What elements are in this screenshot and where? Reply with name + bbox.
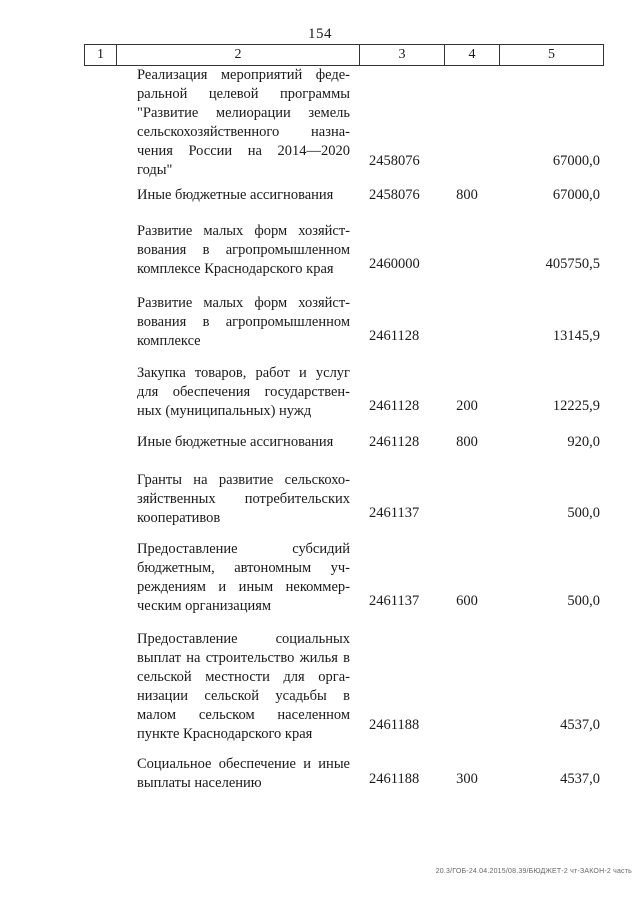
row-amount: 12225,9 <box>552 398 600 414</box>
row-kind: 800 <box>456 187 478 203</box>
column-header-row <box>84 44 604 66</box>
column-header-4: 4 <box>444 45 499 65</box>
row-name: Предоставление субсидий бюджетным, автономным уч-реждениям и иным некоммер-ческим организациям <box>137 541 350 614</box>
row-amount: 67000,0 <box>552 153 600 169</box>
row-code: 2461137 <box>369 593 420 609</box>
row-code: 2458076 <box>369 187 420 203</box>
row-amount: 67000,0 <box>552 187 600 203</box>
row-amount: 4537,0 <box>560 771 600 787</box>
file-path-footer: 20.3/ГОБ-24.04.2015/08.39/БЮДЖЕТ-2 чт-ЗАКОН-2 часть <box>435 868 632 875</box>
row-name: Иные бюджетные ассигнования <box>137 434 334 450</box>
column-header-3: 3 <box>359 45 444 65</box>
row-code: 2461188 <box>369 771 420 787</box>
row-name: Развитие малых форм хозяйст-вования в агропромышленном комплексе Краснодарского края <box>137 223 350 277</box>
row-name: Гранты на развитие сельскохо-зяйственных потребительских кооперативов <box>137 472 350 526</box>
column-header-1: 1 <box>84 45 116 65</box>
row-name: Развитие малых форм хозяйст-вования в агропромышленном комплексе <box>137 295 350 349</box>
row-kind: 300 <box>456 771 478 787</box>
row-code: 2461128 <box>369 434 420 450</box>
row-amount: 13145,9 <box>552 328 600 344</box>
row-amount: 405750,5 <box>545 256 600 272</box>
row-name: Реализация мероприятий феде-ральной целевой программы "Развитие мелиорации земель сельскохозяйственного назна-чения России на 2014—2020 годы" <box>137 67 350 178</box>
row-amount: 500,0 <box>567 505 600 521</box>
row-amount: 920,0 <box>567 434 600 450</box>
page-number: 154 <box>308 26 332 42</box>
column-header-2: 2 <box>116 45 359 65</box>
row-code: 2461188 <box>369 717 420 733</box>
row-code: 2461128 <box>369 328 420 344</box>
row-code: 2461137 <box>369 505 420 521</box>
row-kind: 200 <box>456 398 478 414</box>
row-name: Предоставление социальных выплат на строительство жилья в сельской местности для орга-низации сельской усадьбы в малом сельском населенном пункте Краснодарского края <box>137 631 350 742</box>
row-name: Социальное обеспечение и иные выплаты населению <box>137 756 350 791</box>
row-name: Иные бюджетные ассигнования <box>137 187 334 203</box>
row-code: 2460000 <box>369 256 420 272</box>
row-amount: 4537,0 <box>560 717 600 733</box>
row-kind: 800 <box>456 434 478 450</box>
column-header-5: 5 <box>499 45 604 65</box>
row-code: 2458076 <box>369 153 420 169</box>
row-kind: 600 <box>456 593 478 609</box>
row-code: 2461128 <box>369 398 420 414</box>
row-name: Закупка товаров, работ и услуг для обеспечения государствен-ных (муниципальных) нужд <box>137 365 350 419</box>
row-amount: 500,0 <box>567 593 600 609</box>
